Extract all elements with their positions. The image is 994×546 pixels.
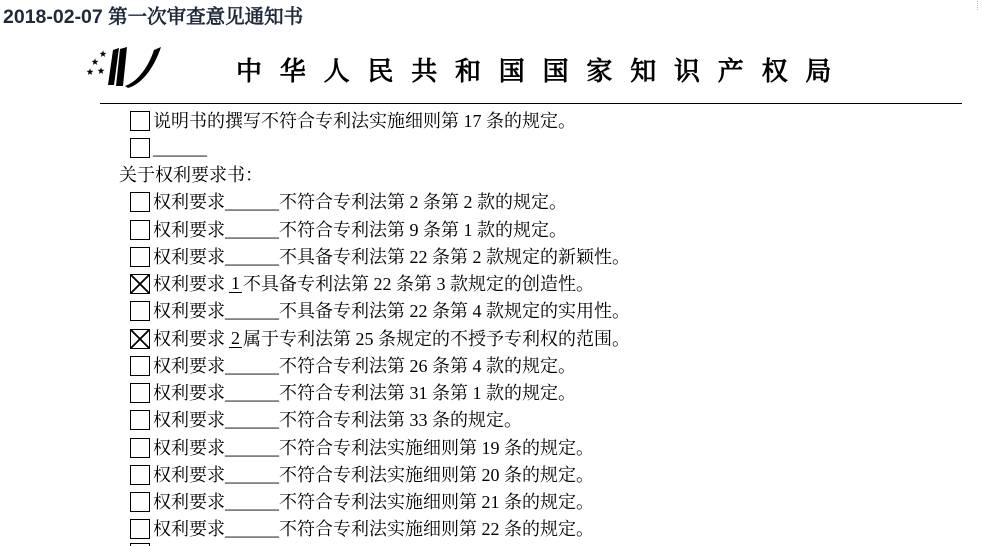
- claim-item: [0, 407, 994, 434]
- vertical-dots-icon: [977, 1, 978, 10]
- claim-numbers: ______: [225, 519, 279, 540]
- claim-text: 不具备专利法第 22 条第 2 款规定的新颖性。: [279, 246, 630, 267]
- document-viewer[interactable]: [0, 36, 994, 546]
- claim-label: 权利要求: [153, 246, 225, 267]
- claim-label: 权利要求: [153, 383, 225, 404]
- claim-text: 不符合专利法第 33 条的规定。: [279, 410, 522, 431]
- claim-numbers: ______: [225, 219, 279, 240]
- page-title: 2018-02-07 第一次审查意见通知书: [3, 6, 304, 28]
- claim-numbers: ______: [225, 383, 279, 404]
- claim-label: 权利要求: [153, 519, 225, 540]
- spec-item-text: 说明书的撰写不符合专利法实施细则第 17 条的规定。: [153, 110, 576, 131]
- claim-text: 不符合专利法实施细则第 21 条的规定。: [279, 492, 594, 513]
- claim-text: 不符合专利法第 26 条第 4 款的规定。: [279, 355, 576, 376]
- claim-text: 不符合专利法第 2 条第 2 款的规定。: [279, 192, 567, 213]
- checkbox: [130, 138, 150, 158]
- claim-label: 权利要求: [153, 219, 225, 240]
- checkbox: [130, 356, 150, 376]
- claim-label: 权利要求: [153, 355, 225, 376]
- checkbox: [130, 274, 150, 294]
- spec-item: [0, 107, 994, 134]
- claim-label: 权利要求: [153, 274, 225, 295]
- emblem-swoosh: [125, 47, 161, 88]
- claim-text: 不符合专利法实施细则第 22 条的规定。: [279, 519, 594, 540]
- checkbox: [130, 111, 150, 131]
- claim-item: [0, 216, 994, 243]
- claim-numbers: ______: [225, 192, 279, 213]
- checkbox: [130, 492, 150, 512]
- claim-item: [0, 516, 994, 543]
- claim-numbers: ______: [225, 246, 279, 267]
- claim-text: 不符合专利法第 9 条第 1 款的规定。: [279, 219, 567, 240]
- star-icon: [87, 68, 94, 75]
- checkbox: [130, 410, 150, 430]
- claims-heading: 关于权利要求书：: [119, 165, 263, 186]
- claim-item: [0, 352, 994, 379]
- checkbox: [130, 519, 150, 539]
- claim-label: 权利要求: [153, 437, 225, 458]
- checkbox: [130, 465, 150, 485]
- claim-numbers: ______: [225, 410, 279, 431]
- claim-item: [0, 298, 994, 325]
- claim-numbers: ______: [225, 437, 279, 458]
- claim-label: 权利要求: [153, 301, 225, 322]
- claim-label: 权利要求: [153, 192, 225, 213]
- star-icon: [100, 50, 107, 57]
- claim-text: 属于专利法第 25 条规定的不授予专利权的范围。: [243, 328, 630, 349]
- claim-numbers: ______: [225, 355, 279, 376]
- header-rule: [100, 103, 962, 104]
- blank-field: ______: [153, 137, 207, 158]
- claim-label: 权利要求: [153, 328, 225, 349]
- claim-item: [0, 271, 994, 298]
- claim-item: [0, 243, 994, 270]
- checkbox: [130, 301, 150, 321]
- checkbox: [130, 192, 150, 212]
- checkbox: [130, 329, 150, 349]
- claim-label: 权利要求: [153, 410, 225, 431]
- star-icon: [92, 58, 99, 65]
- claim-item: [0, 189, 994, 216]
- claim-label: 权利要求: [153, 464, 225, 485]
- claim-numbers: ______: [225, 492, 279, 513]
- checkbox: [130, 220, 150, 240]
- claim-numbers: 1: [231, 273, 240, 294]
- claim-text: 不具备专利法第 22 条第 4 款规定的实用性。: [279, 301, 630, 322]
- claim-text: 不符合专利法实施细则第 19 条的规定。: [279, 437, 594, 458]
- claim-text: 不具备专利法第 22 条第 3 款规定的创造性。: [243, 274, 594, 295]
- checkbox: [130, 247, 150, 267]
- claim-text: 不符合专利法实施细则第 20 条的规定。: [279, 464, 594, 485]
- claim-item: [0, 434, 994, 461]
- claim-item: [0, 380, 994, 407]
- claim-item: [0, 489, 994, 516]
- claim-item: [0, 325, 994, 352]
- claim-item: [0, 461, 994, 488]
- checkbox: [130, 438, 150, 458]
- office-name: 中华人民共和国国家知识产权局: [236, 57, 850, 87]
- claim-text: 不符合专利法第 31 条第 1 款的规定。: [279, 383, 576, 404]
- star-icon: [98, 67, 105, 74]
- claim-numbers: 2: [231, 327, 240, 348]
- spec-item: [0, 134, 994, 161]
- claim-numbers: ______: [225, 301, 279, 322]
- claim-numbers: ______: [225, 464, 279, 485]
- claim-label: 权利要求: [153, 492, 225, 513]
- notice-items: [0, 107, 994, 543]
- checkbox: [130, 383, 150, 403]
- cnipa-emblem-icon: [82, 44, 162, 88]
